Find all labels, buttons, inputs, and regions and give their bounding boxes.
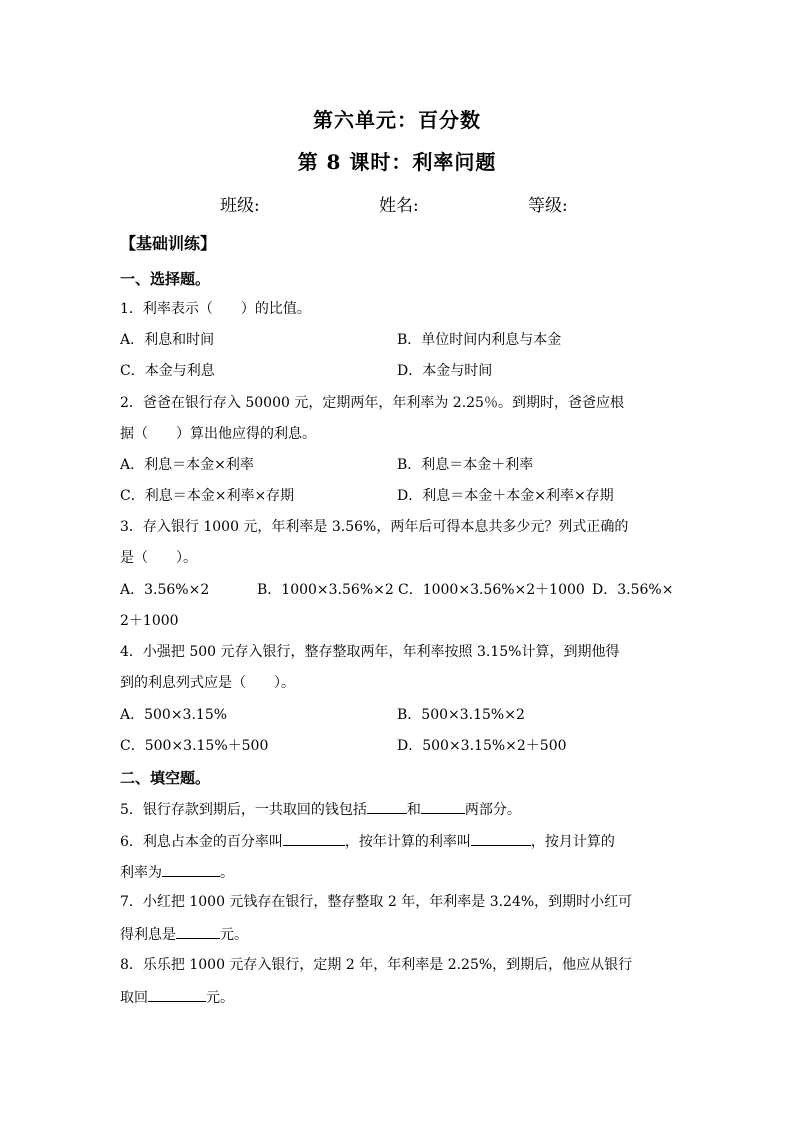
part1-heading: 一、选择题。: [120, 270, 211, 288]
answer-blank[interactable]: [162, 861, 220, 877]
q2-option-c: C．利息＝本金×利率×存期: [120, 488, 295, 504]
part2-heading: 二、填空题。: [120, 769, 211, 787]
q4-option-c: C．500×3.15%＋500: [120, 738, 269, 754]
q2-option-d: D．利息＝本金＋本金×利率×存期: [397, 488, 614, 504]
q3-option-b: B．1000×3.56%×2: [257, 582, 394, 598]
q4-option-d: D．500×3.15%×2＋500: [397, 738, 567, 754]
question-7-line1: 7．小红把 1000 元钱存在银行，整存整取 2 年，年利率是 3.24%，到期时小红可: [120, 894, 633, 910]
section-basic-training: 【基础训练】: [120, 234, 217, 253]
answer-blank[interactable]: [367, 798, 407, 814]
question-3-line1: 3．存入银行 1000 元，年利率是 3.56%，两年后可得本息共多少元？列式正确的: [120, 519, 629, 535]
question-8-line2: 取回 元。: [120, 986, 234, 1008]
lesson-title: 第 8 课时：利率问题: [297, 150, 497, 174]
q2-option-b: B．利息＝本金＋利率: [397, 457, 534, 473]
unit-title: 第六单元：百分数: [313, 108, 481, 132]
question-6-line1: 6．利息占本金的百分率叫 ，按年计算的利率叫 ，按月计算的: [120, 830, 615, 852]
q3-option-a: A．3.56%×2: [120, 582, 210, 598]
q3-option-d: D．3.56%×: [592, 582, 674, 598]
q4-option-b: B．500×3.15%×2: [397, 707, 525, 723]
answer-blank[interactable]: [176, 923, 220, 939]
answer-blank[interactable]: [471, 830, 531, 846]
question-8-line1: 8．乐乐把 1000 元存入银行，定期 2 年，年利率是 2.25%，到期后，他应从银行: [120, 957, 633, 973]
q1-option-c: C．本金与利息: [120, 363, 215, 379]
q3-option-d-continued: 2＋1000: [120, 613, 179, 629]
question-5: 5．银行存款到期后，一共取回的钱包括 和 两部分。: [120, 798, 521, 820]
question-2-line2: 据（ ）算出他应得的利息。: [120, 426, 316, 442]
question-6-line2: 利率为 。: [120, 861, 234, 883]
q4-option-a: A．500×3.15%: [120, 707, 228, 723]
q1-option-b: B．单位时间内利息与本金: [397, 332, 562, 348]
question-7-line2: 得利息是 元。: [120, 923, 248, 945]
q2-option-a: A．利息＝本金×利率: [120, 457, 254, 473]
q1-option-d: D．本金与时间: [397, 363, 493, 379]
question-2-line1: 2．爸爸在银行存入 50000 元，定期两年，年利率为 2.25％。到期时，爸爸应根: [120, 395, 624, 411]
name-label: 姓名:: [379, 196, 419, 216]
q1-option-a: A．利息和时间: [120, 332, 215, 348]
answer-blank[interactable]: [421, 798, 465, 814]
student-info-line: [0, 191, 794, 216]
q3-option-c: C．1000×3.56%×2＋1000: [398, 582, 585, 598]
question-3-line2: 是（ ）。: [120, 550, 197, 566]
question-1: 1．利率表示（ ）的比值。: [120, 301, 311, 317]
answer-blank[interactable]: [283, 830, 345, 846]
class-label: 班级:: [220, 196, 260, 216]
question-4-line2: 到的利息列式应是（ ）。: [120, 675, 295, 691]
grade-label: 等级:: [528, 196, 568, 216]
answer-blank[interactable]: [148, 986, 206, 1002]
question-4-line1: 4．小强把 500 元存入银行，整存整取两年，年利率按照 3.15%计算，到期他得: [120, 644, 620, 660]
